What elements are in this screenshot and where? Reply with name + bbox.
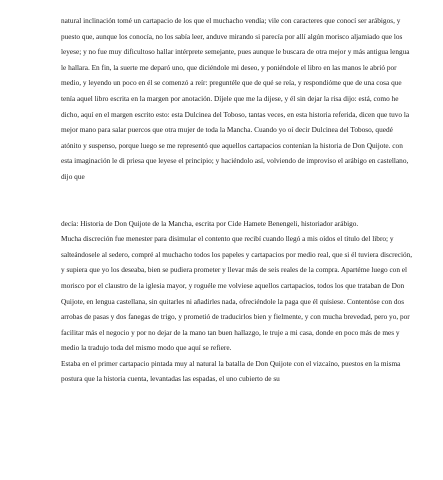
paragraph-chapter-text: natural inclinación tomé un cartapacio de los que el muchacho vendía; vile con caracteres que conocí ser arábigos, y puesto que, aunque los conocía, no los sabía leer, anduve mirando si parecía por allí algún morisco aljamiado que los leyese; y no fue muy dificultoso hallar intérprete semejante, pues aunque le buscara de otra mejor y más antigua lengua le hallara. En fin, la suerte me deparó uno, que diciéndole mi deseo, y poniéndole el libro en las manos le abrió por medio, y leyendo un poco en él se comenzó a reír: preguntéle que de qué se reía, y respondióme que de una cosa que tenía aquel libro escrita en la margen por anotación. Díjele que me la dijese, y él sin dejar la risa dijo: está, como he dicho, aquí en el margen escrito esto: esta Dulcinea del Toboso, tantas veces, en esta historia referida, dicen que tuvo la mejor mano para salar puercos que otra mujer de toda la Mancha. Cuando yo oí decir Dulcinea del Toboso, quedé atónito y suspenso, porque luego se me representó que aquellos cartapacios contenían la historia de Don Quijote. con esta imaginación le di priesa que leyese el principio; y haciéndolo así, volviendo de improviso el arábigo en castellano, dijo que bbox=[61, 16, 410, 181]
paragraph-first-cartapacio: Estaba en el primer cartapacio pintada muy al natural la batalla de Don Quijote con el vizcaíno, puestos en la misma postura que la historia cuenta, levantadas las espadas, el uno cubierto de su bbox=[61, 358, 401, 384]
paragraph-book-title-quote: decía: Historia de Don Quijote de la Mancha, escrita por Cide Hamete Benengeli, historiador arábigo. bbox=[61, 218, 359, 228]
paragraph-translation-deal: Mucha discreción fue menester para disimular el contento que recibí cuando llegó a mis oídos el título del libro; y salteándosele al sedero, compré al muchacho todos los papeles y cartapacios por medio real, que si él tuviera discreción, y supiera que yo los deseaba, bien se pudiera prometer y llevar más de seis reales de la compra. Apartéme luego con el morisco por el claustro de la iglesia mayor, y roguéle me volviese aquellos cartapacios, todos los que trataban de Don Quijote, en lengua castellana, sin quitarles ni añadirles nada, ofreciéndole la paga que él quisiese. Contentóse con dos arrobas de pasas y dos fanegas de trigo, y prometió de traducirlos bien y fielmente, y con mucha brevedad, pero yo, por facilitar más el negocio y por no dejar de la mano tan buen hallazgo, le truje a mi casa, donde en poco más de mes y medio la tradujo toda del mismo modo que aquí se refiere. bbox=[61, 234, 413, 353]
paragraph-gap bbox=[61, 185, 413, 216]
